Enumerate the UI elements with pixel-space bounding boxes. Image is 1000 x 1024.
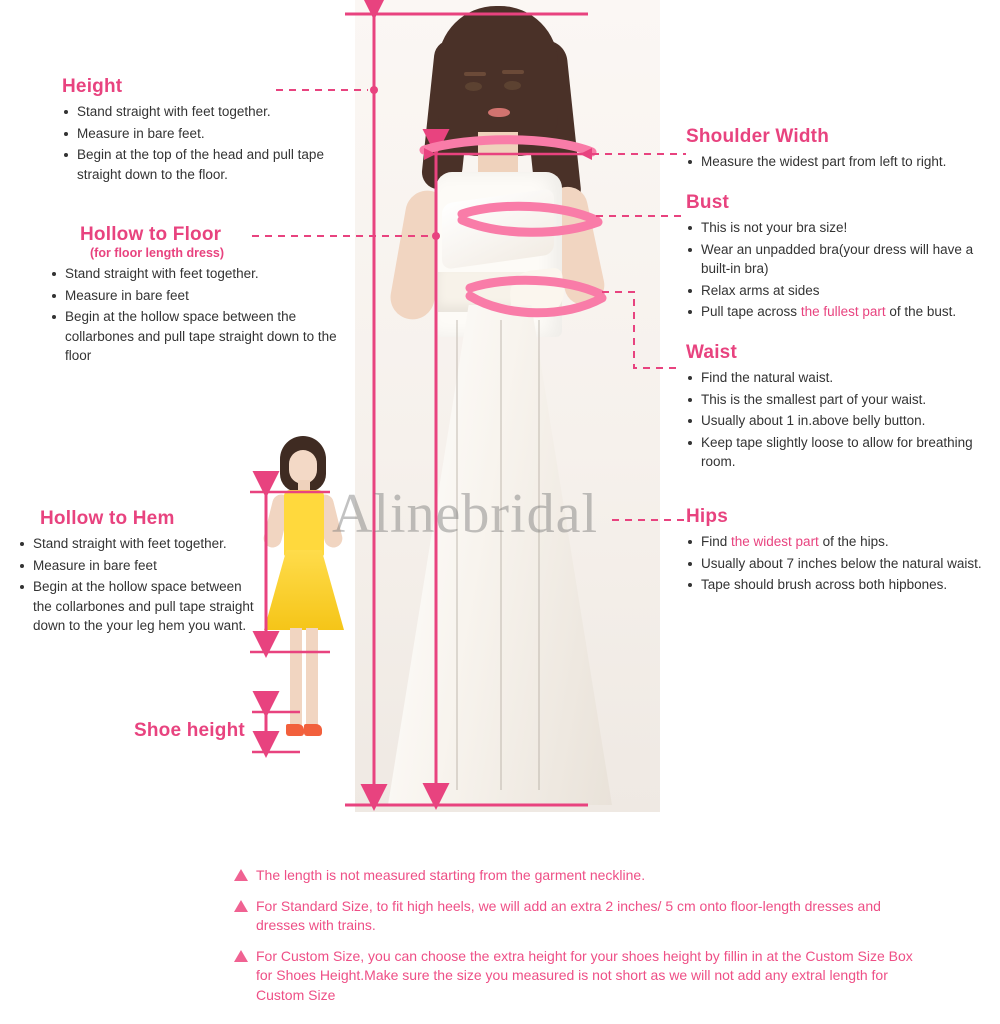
hips-first-highlight: the widest part [731,534,819,549]
section-shoulder-width [686,126,996,174]
warning-triangle-icon [234,869,248,881]
shoulder-width-title: Shoulder Width [686,126,829,147]
list-item: This is not your bra size! [686,218,998,238]
hips-title: Hips [686,506,728,527]
list-item: Measure the widest part from left to right. [686,152,996,172]
warning-triangle-icon [234,900,248,912]
hips-points [686,532,986,595]
shoe-height-title: Shoe height [134,720,245,741]
list-item: Measure in bare feet. [62,124,332,144]
section-hollow-to-floor [50,224,340,368]
bust-title: Bust [686,192,730,213]
section-height [62,76,332,186]
note-text: For Standard Size, to fit high heels, we will add an extra 2 inches/ 5 cm onto floor-length dresses and dresses with trains. [256,897,881,933]
height-points [62,102,332,184]
list-item: Wear an unpadded bra(your dress will have a built-in bra) [686,240,998,279]
waist-points [686,368,986,472]
list-item: Relax arms at sides [686,281,998,301]
list-item: Stand straight with feet together. [62,102,332,122]
section-hips [686,506,986,597]
bust-last-prefix: Pull tape across [701,304,801,319]
list-item: Stand straight with feet together. [50,264,340,284]
hollow-to-hem-points [18,534,258,636]
note-text: The length is not measured starting from the garment neckline. [256,867,646,883]
hips-first-suffix: of the hips. [818,534,889,549]
note-text: For Custom Size, you can choose the extra height for your shoes height by fillin in at the Custom Size Box for Shoes Height.Make sure the size you measured is not short as we will not add any extral length for Custom Size [256,947,913,1003]
list-item: Usually about 1 in.above belly button. [686,411,986,431]
hips-first-prefix: Find [701,534,732,549]
waist-title: Waist [686,342,737,363]
bust-last-highlight: the fullest part [800,304,886,319]
list-item: Find the natural waist. [686,368,986,388]
note-item [232,897,932,936]
note-item [232,866,932,886]
list-item: Measure in bare feet [18,556,258,576]
short-dress-model-illustration [258,432,348,752]
list-item: Tape should brush across both hipbones. [686,575,986,595]
bride-model-illustration [360,0,650,810]
list-item: Begin at the hollow space between the collarbones and pull tape straight down to the floor [50,307,340,366]
hollow-to-floor-title: Hollow to Floor [80,224,222,245]
bust-last-suffix: of the bust. [885,304,957,319]
list-item-highlighted [686,302,998,322]
list-item: Begin at the hollow space between the collarbones and pull tape straight down to the your leg hem you want. [18,577,258,636]
list-item: Measure in bare feet [50,286,340,306]
section-shoe-height [134,720,245,742]
shoulder-width-points [686,152,996,172]
footer-notes [232,866,932,1016]
list-item: Usually about 7 inches below the natural waist. [686,554,986,574]
warning-triangle-icon [234,950,248,962]
hollow-to-hem-title: Hollow to Hem [40,508,175,529]
watermark: Alinebridal [332,483,599,545]
note-item [232,947,932,1006]
section-bust [686,192,998,324]
list-item: Stand straight with feet together. [18,534,258,554]
list-item: Keep tape slightly loose to allow for breathing room. [686,433,986,472]
list-item-highlighted [686,532,986,552]
section-hollow-to-hem [18,508,258,638]
bust-points [686,218,998,322]
section-waist [686,342,986,474]
hollow-to-floor-subtitle: (for floor length dress) [90,246,225,260]
height-title: Height [62,76,123,97]
list-item: This is the smallest part of your waist. [686,390,986,410]
hollow-to-floor-points [50,264,340,366]
list-item: Begin at the top of the head and pull tape straight down to the floor. [62,145,332,184]
